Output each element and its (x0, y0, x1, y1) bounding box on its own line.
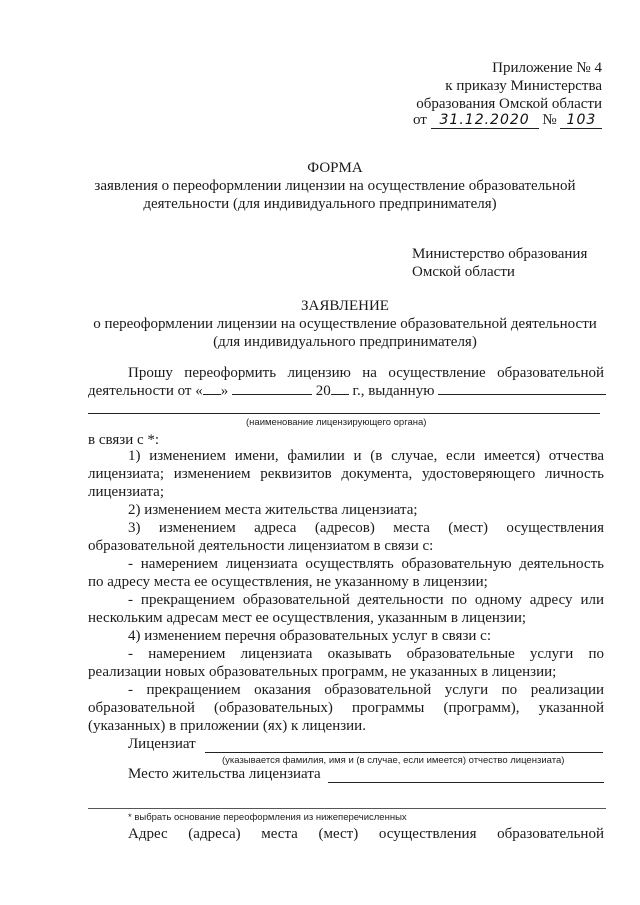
point-1-line-2: лицензиата; изменением реквизитов документа, удостоверяющего личность (88, 466, 604, 482)
appendix-line-3: образования Омской области (416, 96, 602, 112)
statement-subtitle-2: (для индивидуального предпринимателя) (213, 334, 477, 350)
licensee-name-field[interactable] (205, 752, 603, 753)
residence-field[interactable] (328, 782, 604, 783)
statement-subtitle-1: о переоформлении лицензии на осуществление образовательной деятельности (93, 316, 597, 332)
from-label: от (413, 112, 427, 128)
request-line-1: Прошу переоформить лицензию на осуществление образовательной (128, 365, 604, 381)
licensee-label: Лицензиат (128, 736, 196, 752)
continuation-line-1: Адрес (адреса) места (мест) осуществления образовательной (128, 826, 604, 842)
footnote-separator (88, 808, 606, 809)
point-4a-line-2: реализации новых образовательных программ, не указанных в лицензии; (88, 664, 557, 680)
point-4b-line-3: (указанных) в приложении (ях) к лицензии. (88, 718, 366, 734)
appendix-line-1: Приложение № 4 (492, 60, 602, 76)
licensee-caption: (указывается фамилия, имя и (в случае, если имеется) отчество лицензиата) (222, 755, 565, 766)
point-1-line-3: лицензиата; (88, 484, 165, 500)
point-2: 2) изменением места жительства лицензиата; (128, 502, 418, 518)
appendix-date-line (413, 112, 602, 129)
addressee-line-2: Омской области (412, 264, 515, 280)
point-3-line-2: образовательной деятельности лицензиатом в связи с: (88, 538, 434, 554)
point-3a-line-1: - намерением лицензиата осуществлять образовательную деятельность (128, 556, 604, 572)
point-3-line-1: 3) изменением адреса (адресов) места (мест) осуществления (128, 520, 604, 536)
issuer-caption: (наименование лицензирующего органа) (246, 417, 427, 428)
due-to-label: в связи с *: (88, 432, 160, 448)
handwritten-number: 103 (560, 112, 602, 129)
point-3a-line-2: по адресу места ее осуществления, не указанному в лицензии; (88, 574, 488, 590)
point-4b-line-1: - прекращением оказания образовательной услуги по реализации (128, 682, 604, 698)
issuer-underline (88, 413, 600, 414)
statement-title: ЗАЯВЛЕНИЕ (301, 298, 389, 314)
point-3b-line-2: нескольким адресам мест ее осуществления, указанным в лицензии; (88, 610, 527, 626)
point-4: 4) изменением перечня образовательных услуг в связи с: (128, 628, 491, 644)
form-subtitle-1: заявления о переоформлении лицензии на осуществление образовательной (94, 178, 576, 194)
handwritten-date: 31.12.2020 (431, 112, 539, 129)
point-3b-line-1: - прекращением образовательной деятельности по одному адресу или (128, 592, 604, 608)
form-subtitle-2: деятельности (для индивидуального предпринимателя) (143, 196, 497, 212)
point-4b-line-2: образовательной (образовательных) программы (программ), указанной (88, 700, 604, 716)
point-1-line-1: 1) изменением имени, фамилии и (в случае, если имеется) отчества (128, 448, 604, 464)
request-line-2: деятельности от « » 20 г., выданную (88, 383, 606, 400)
appendix-line-2: к приказу Министерства (445, 78, 602, 94)
footnote-text: * выбрать основание переоформления из нижеперечисленных (128, 812, 407, 823)
number-label: № (542, 112, 557, 128)
form-title: ФОРМА (307, 160, 363, 176)
point-4a-line-1: - намерением лицензиата оказывать образовательные услуги по (128, 646, 604, 662)
addressee-line-1: Министерство образования (412, 246, 588, 262)
residence-label: Место жительства лицензиата (128, 766, 321, 782)
